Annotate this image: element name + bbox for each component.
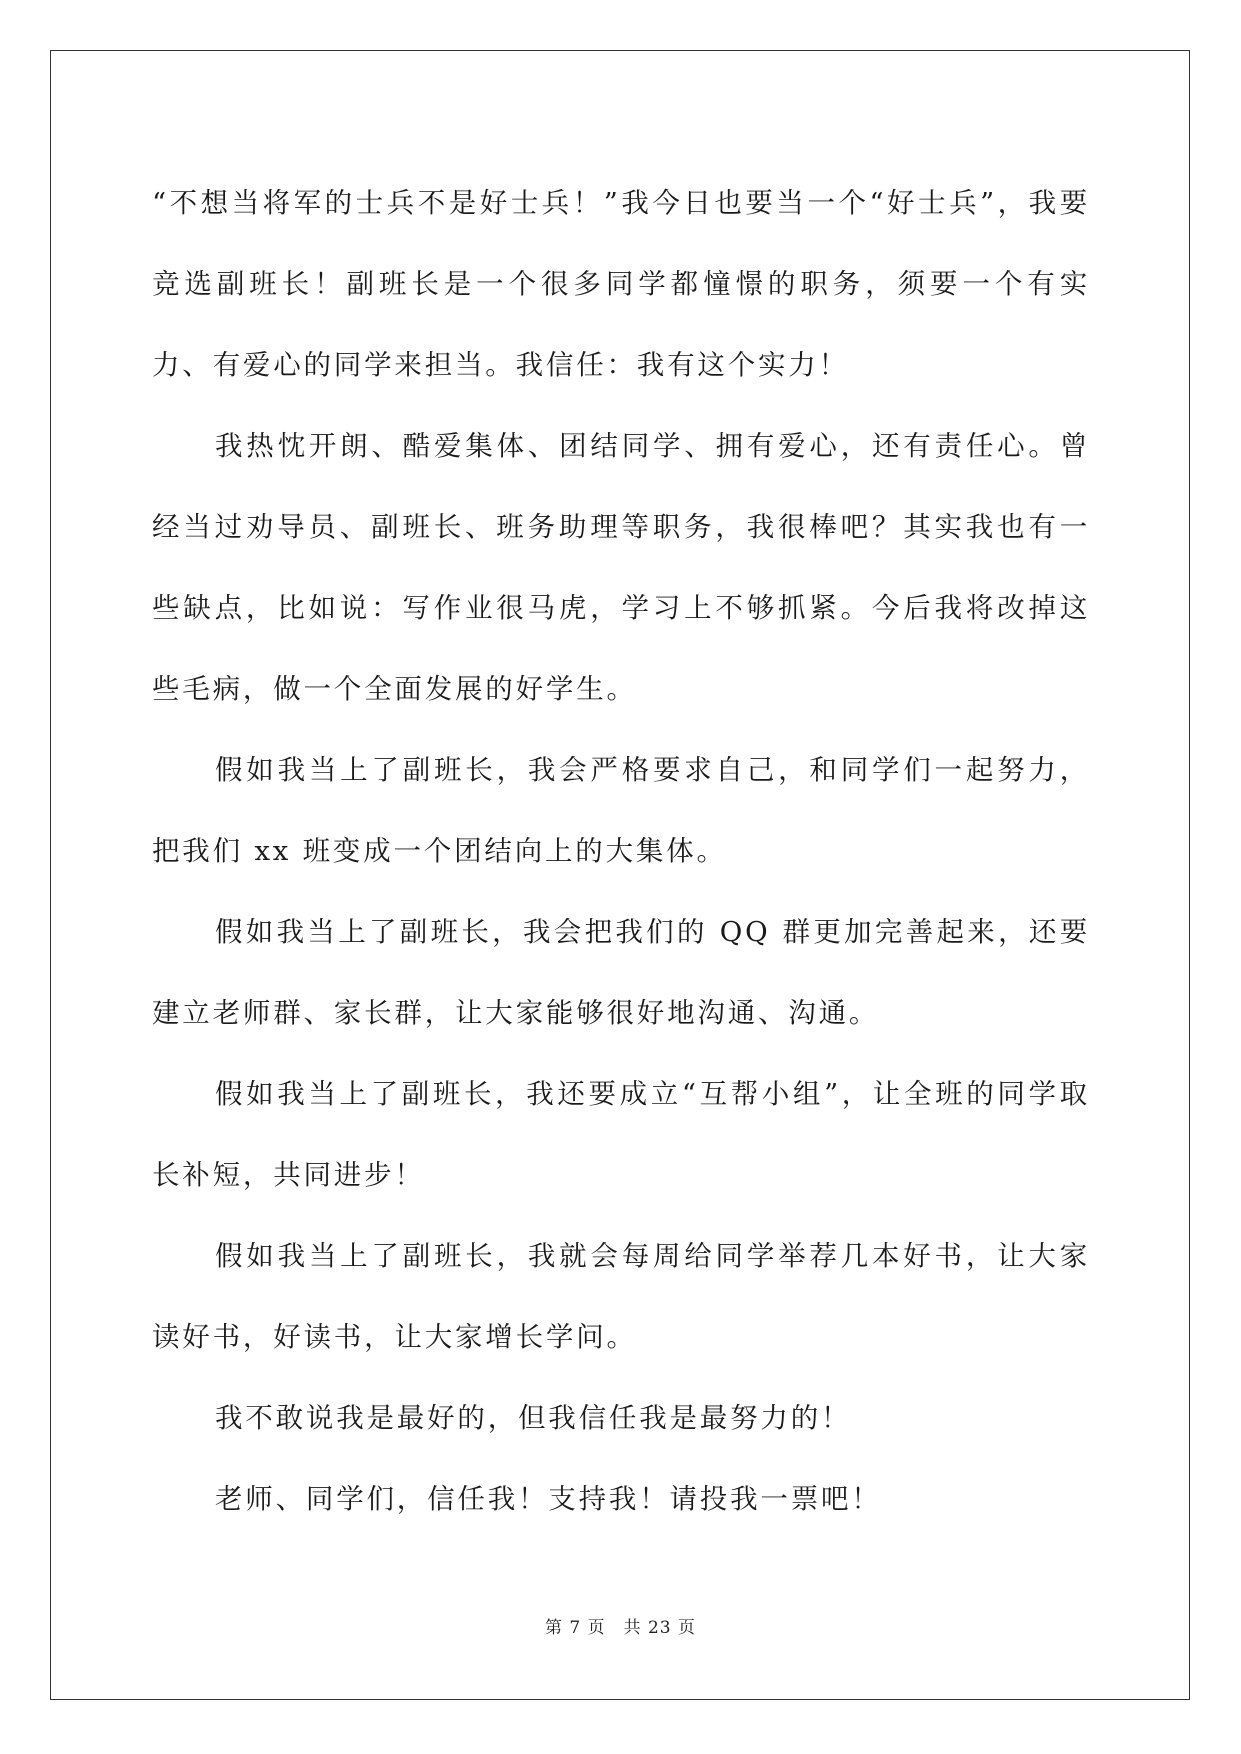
paragraph-4: 假如我当上了副班长，我会把我们的 QQ 群更加完善起来，还要建立老师群、家长群，让大家能够很好地沟通、沟通。: [152, 916, 1090, 1029]
page-number: 第 7 页: [544, 1618, 606, 1638]
paragraph-8: 老师、同学们，信任我！支持我！请投我一票吧！: [215, 1483, 882, 1515]
paragraph-3: 假如我当上了副班长，我会严格要求自己，和同学们一起努力，把我们 xx 班变成一个团结向上的大集体。: [152, 754, 1090, 867]
page-footer: [0, 1613, 1241, 1638]
paragraph-5: 假如我当上了副班长，我还要成立“互帮小组”，让全班的同学取长补短，共同进步！: [152, 1078, 1090, 1191]
paragraph-1: “不想当将军的士兵不是好士兵！”我今日也要当一个“好士兵”，我要竞选副班长！副班长是一个很多同学都憧憬的职务，须要一个有实力、有爱心的同学来担当。我信任：我有这个实力！: [152, 187, 1090, 381]
paragraph-2: 我热忱开朗、酷爱集体、团结同学、拥有爱心，还有责任心。曾经当过劝导员、副班长、班务助理等职务，我很棒吧？其实我也有一些缺点，比如说：写作业很马虎，学习上不够抓紧。今后我将改掉这些毛病，做一个全面发展的好学生。: [152, 430, 1090, 705]
paragraph-7: 我不敢说我是最好的，但我信任我是最努力的！: [215, 1402, 852, 1434]
paragraph-6: 假如我当上了副班长，我就会每周给同学举荐几本好书，让大家读好书，好读书，让大家增长学问。: [152, 1240, 1090, 1353]
document-body: [152, 163, 1090, 1540]
page-total: 共 23 页: [623, 1618, 697, 1638]
